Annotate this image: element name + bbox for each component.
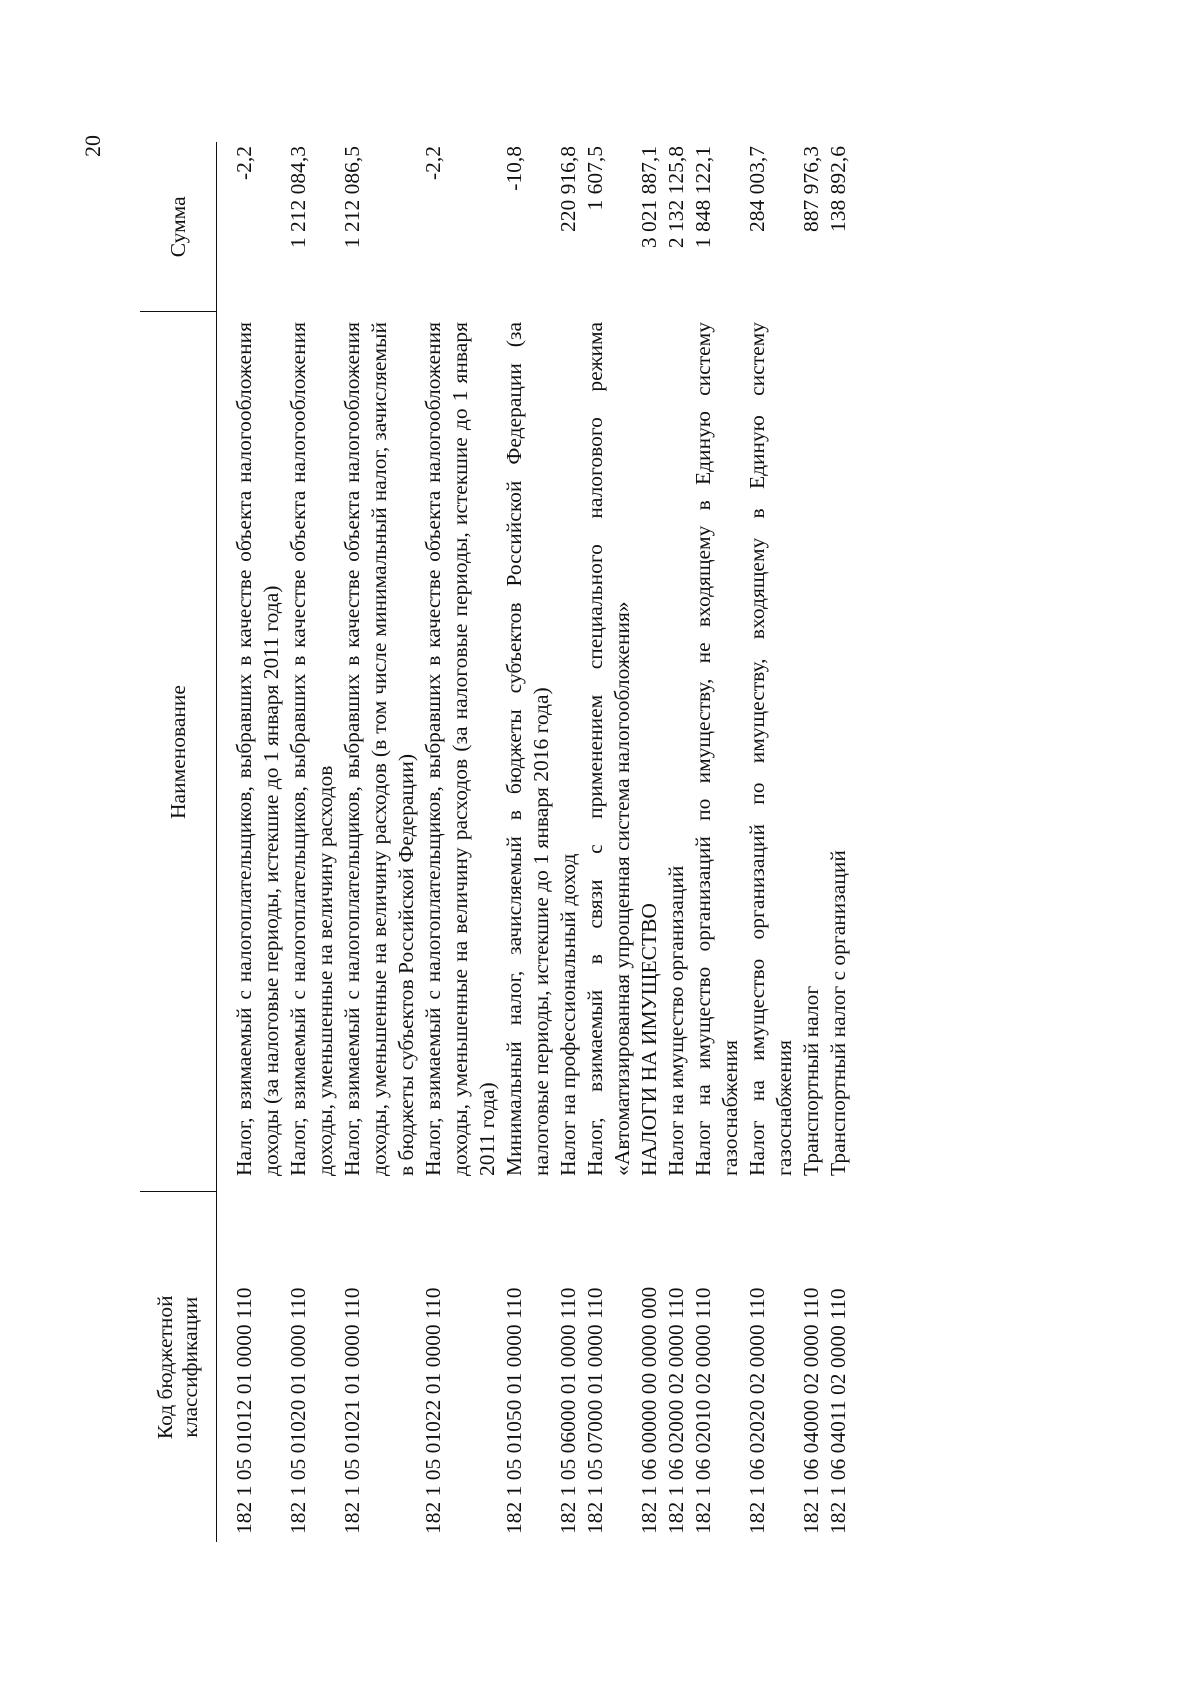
header-name-label: Наименование <box>165 685 190 819</box>
table-row <box>663 142 690 1542</box>
row-name: Налог на имущество организаций <box>664 865 688 1176</box>
row-code: 182 1 06 00000 00 0000 000 <box>637 1286 661 1534</box>
row-amount: 138 892,6 <box>826 146 850 232</box>
row-code: 182 1 05 01050 01 0000 110 <box>502 1287 526 1534</box>
row-name: Налог, взимаемый с налогоплательщиков, выбравших в качестве объекта налогообложения доходы, уменьшенные на величину расходов <box>286 322 337 1176</box>
header-amount-label: Сумма <box>165 196 190 258</box>
row-amount: 1 212 084,3 <box>286 146 310 249</box>
row-name: Налог, взимаемый с налогоплательщиков, выбравших в качестве объекта налогообложения доходы (за налоговые периоды, истекшие до 1 января 2011 года) <box>232 322 283 1176</box>
row-name: Транспортный налог с организаций <box>826 850 850 1176</box>
table-row <box>501 142 555 1542</box>
table-row <box>825 142 852 1542</box>
page-number: 20 <box>80 135 105 157</box>
row-code: 182 1 05 01022 01 0000 110 <box>421 1287 445 1534</box>
header-code <box>140 1192 217 1542</box>
row-code: 182 1 05 07000 01 0000 110 <box>583 1287 607 1534</box>
row-name: Налог, взимаемый с налогоплательщиков, выбравших в качестве объекта налогообложения доходы, уменьшенные на величину расходов (в том числе минимальный налог, зачисляемый в бюджеты субъектов Российской Федерации) <box>340 322 418 1176</box>
table-row <box>555 142 582 1542</box>
row-amount: 887 976,3 <box>799 146 823 232</box>
row-amount: 220 916,8 <box>556 146 580 232</box>
table-header-row <box>140 142 217 1542</box>
row-code: 182 1 06 02020 02 0000 110 <box>745 1287 769 1534</box>
row-amount: 284 003,7 <box>745 146 769 232</box>
table-row <box>420 142 501 1542</box>
row-amount: 3 021 887,1 <box>637 146 661 249</box>
row-code: 182 1 05 01021 01 0000 110 <box>340 1287 364 1534</box>
table-row <box>798 142 825 1542</box>
row-code: 182 1 06 02000 02 0000 110 <box>664 1287 688 1534</box>
row-name: Налог на имущество организаций по имуществу, входящему в Единую систему газоснабжения <box>745 322 796 1176</box>
row-code: 182 1 06 04011 02 0000 110 <box>826 1288 850 1534</box>
header-name <box>140 312 217 1192</box>
row-name: Минимальный налог, зачисляемый в бюджеты субъектов Российской Федерации (за налоговые периоды, истекшие до 1 января 2016 года) <box>502 322 553 1176</box>
row-amount: 2 132 125,8 <box>664 146 688 249</box>
table-row <box>582 142 636 1542</box>
table-row <box>339 142 420 1542</box>
table-row <box>744 142 798 1542</box>
row-name: Налог, взимаемый с налогоплательщиков, выбравших в качестве объекта налогообложения доходы, уменьшенные на величину расходов (за налоговые периоды, истекшие до 1 января 2011 года) <box>421 322 499 1176</box>
row-code: 182 1 05 06000 01 0000 110 <box>556 1287 580 1534</box>
row-name: Налог, взимаемый в связи с применением специального налогового режима «Автоматизированная упрощенная система налогообложения» <box>583 322 634 1176</box>
row-amount: -2,2 <box>421 146 445 181</box>
row-name: НАЛОГИ НА ИМУЩЕСТВО <box>637 903 661 1176</box>
row-amount: 1 848 122,1 <box>691 146 715 249</box>
row-code: 182 1 05 01020 01 0000 110 <box>286 1287 310 1534</box>
row-name: Налог на имущество организаций по имуществу, не входящему в Единую систему газоснабжения <box>691 322 742 1176</box>
header-code-label: Код бюджетной классификации <box>153 1295 202 1440</box>
table-row <box>636 142 663 1542</box>
row-code: 182 1 06 02010 02 0000 110 <box>691 1287 715 1534</box>
table-row <box>690 142 744 1542</box>
row-name: Транспортный налог <box>799 985 823 1176</box>
budget-table <box>140 142 852 1542</box>
table-row <box>285 142 339 1542</box>
header-amount <box>140 142 217 312</box>
table-row <box>217 142 286 1542</box>
row-code: 182 1 06 04000 02 0000 110 <box>799 1287 823 1534</box>
row-amount: 1 607,5 <box>583 146 607 211</box>
row-amount: -2,2 <box>232 146 256 181</box>
row-name: Налог на профессиональный доход <box>556 853 580 1176</box>
row-code: 182 1 05 01012 01 0000 110 <box>232 1287 256 1534</box>
row-amount: -10,8 <box>502 146 526 191</box>
row-amount: 1 212 086,5 <box>340 146 364 249</box>
